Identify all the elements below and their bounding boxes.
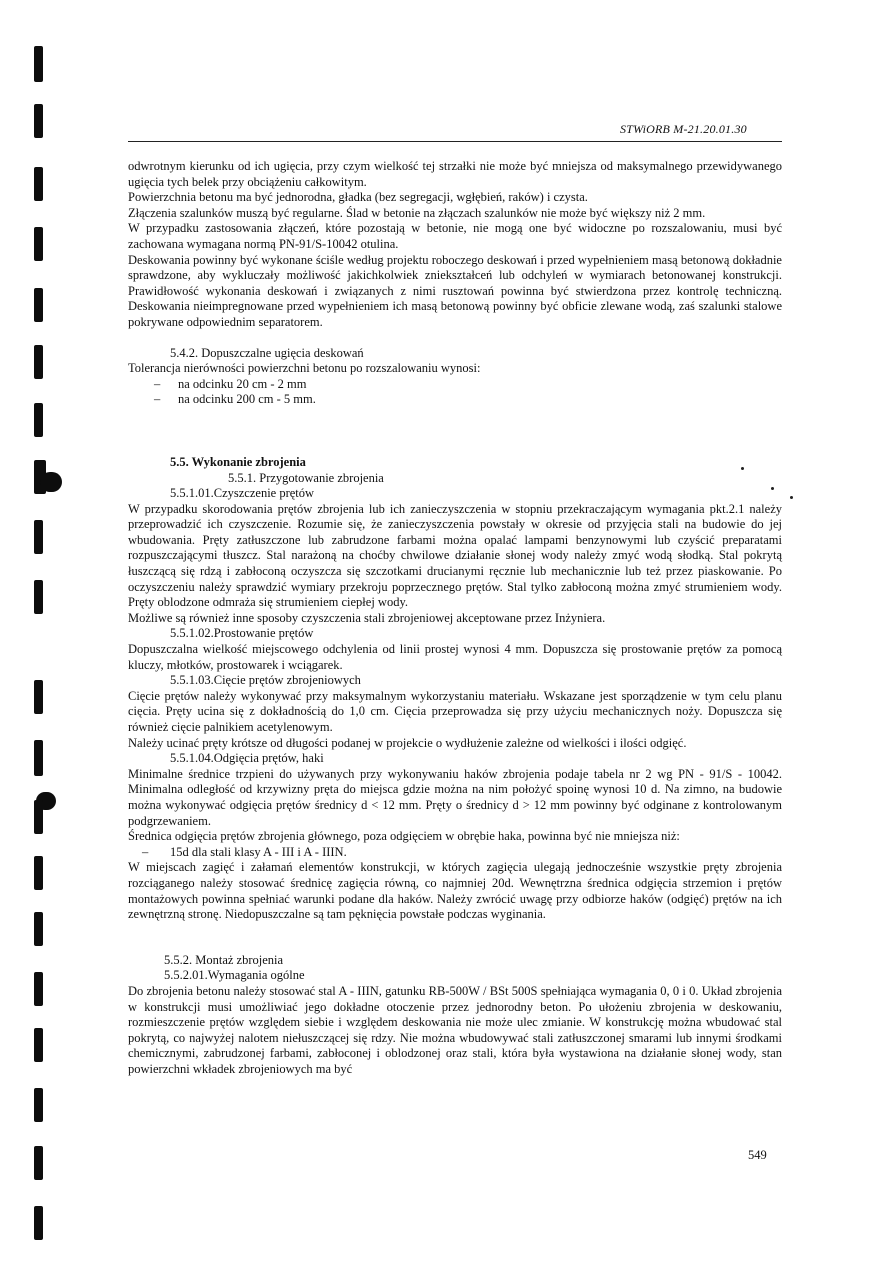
margin-mark — [34, 856, 43, 890]
list-item: – 15d dla stali klasy A - III i A - IIIN. — [142, 844, 347, 859]
section-heading-5-5-1: 5.5.1. Przygotowanie zbrojenia — [228, 470, 384, 485]
paragraph: odwrotnym kierunku od ich ugięcia, przy czym wielkość tej strzałki nie może być mniejsza od maksymalnego przewidywanego ugięcia tych belek przy obciążeniu całkowitym. — [128, 159, 782, 189]
list-item: – na odcinku 200 cm - 5 mm. — [154, 392, 316, 407]
paragraph: Możliwe są również inne sposoby czyszczenia stali zbrojeniowej akceptowane przez Inżyniera. — [128, 610, 606, 625]
margin-mark — [34, 972, 43, 1006]
margin-mark — [34, 403, 43, 437]
margin-mark — [34, 1146, 43, 1180]
paragraph: Minimalne średnice trzpieni do używanych przy wykonywaniu haków zbrojenia podaje tabela nr 2 wg PN - 91/S - 10042. Minimalna odległość od krzywizny pręta do miejsca gdzie można na nim położyć spoinę wynosi 10 d. Na zimno, na budowie można wykonywać odgięcia prętów średnicy d < 12 mm. Pręty o średnicy d > 12 mm powinny być odginane z kontrolowanym podgrzewaniem. — [128, 766, 782, 828]
margin-mark — [34, 104, 43, 138]
margin-mark — [34, 800, 43, 834]
margin-mark — [34, 912, 43, 946]
margin-mark — [34, 1206, 43, 1240]
margin-mark — [34, 46, 43, 82]
margin-mark — [34, 1088, 43, 1122]
section-heading-5-5-2-01: 5.5.2.01.Wymagania ogólne — [164, 968, 305, 983]
document-code-header: STWiORB M-21.20.01.30 — [620, 122, 747, 136]
paragraph: Deskowania powinny być wykonane ściśle według projektu roboczego deskowań i przed wypełnieniem masą betonową dokładnie sprawdzone, aby wykluczały możliwość jakichkolwiek zniekształceń lub odchyleń w wymiarach betonowanej konstrukcji. Prawidłowość wykonania deskowań i związanych z nimi rusztowań powinna być stwierdzona przez kontrolę techniczną. Deskowania nieimpregnowane przed wypełnieniem ich masą betonową powinny być obficie zlewane wodą, zaś szalunki stalowe pokrywane odpowiednim separatorem. — [128, 252, 782, 329]
margin-mark — [34, 520, 43, 554]
body-text — [128, 159, 782, 1077]
margin-mark — [34, 740, 43, 776]
margin-mark — [34, 580, 43, 614]
page-number: 549 — [748, 1148, 767, 1162]
section-heading-5-5-1-01: 5.5.1.01.Czyszczenie prętów — [170, 486, 315, 501]
section-heading-5-5-2: 5.5.2. Montaż zbrojenia — [164, 952, 284, 967]
paragraph: Średnica odgięcia prętów zbrojenia głównego, poza odgięciem w obrębie haka, powinna być nie mniejsza niż: — [128, 829, 680, 844]
header-rule — [128, 141, 782, 142]
paragraph: Złączenia szalunków muszą być regularne. Ślad w betonie na złączach szalunków nie może być większy niż 2 mm. — [128, 205, 706, 220]
paragraph: Dopuszczalna wielkość miejscowego odchylenia od linii prostej wynosi 4 mm. Dopuszcza się prostowanie prętów za pomocą kluczy, młotków, prostowarek i wciągarek. — [128, 642, 782, 672]
paragraph: Do zbrojenia betonu należy stosować stal A - IIIN, gatunku RB-500W / BSt 500S spełniająca wymagania 0, 0 i 0. Układ zbrojenia w konstrukcji musi umożliwiać jego dokładne otoczenie przez jednorodny beton. Po ułożeniu zbrojenia w deskowaniu, rozmieszczenie prętów względem siebie i względem deskowania nie może ulec zmianie. W konstrukcję można wbudować stal pokrytą, co najwyżej nalotem niełuszczącej się rdzy. Nie można wbudowywać stali zatłuszczonej smarami lub innymi środkami chemicznymi, zabrudzonej farbami, zabłoconej i oblodzonej oraz stali, która była wystawiona na działanie słonej wody, stan powierzchni wkładek zbrojeniowych ma być — [128, 983, 782, 1076]
margin-mark — [34, 227, 43, 261]
margin-mark — [40, 472, 62, 492]
section-heading-5-5-1-02: 5.5.1.02.Prostowanie prętów — [170, 626, 314, 641]
paragraph: Tolerancja nierówności powierzchni betonu po rozszalowaniu wynosi: — [128, 361, 481, 376]
section-heading-5-5-1-03: 5.5.1.03.Cięcie prętów zbrojeniowych — [170, 673, 361, 688]
section-heading-5-5: 5.5. Wykonanie zbrojenia — [170, 454, 306, 469]
scan-speck — [790, 496, 793, 499]
paragraph: Cięcie prętów należy wykonywać przy maksymalnym wykorzystaniu materiału. Wskazane jest sporządzenie w tym celu planu cięcia. Pręty ucina się z dokładnością do 1,0 cm. Cięcia przeprowadza się przy użyciu mechanicznych noży. Dopuszcza się również cięcie palnikiem acetylenowym. — [128, 688, 782, 734]
paragraph: W miejscach zagięć i załamań elementów konstrukcji, w których zagięcia ulegają jednocześnie wszystkie pręty zbrojenia rozciąganego należy stosować średnicę zagięcia równą, co najmniej 20d. Wewnętrzna średnica odgięcia strzemion i prętów montażowych powinna spełniać warunki podane dla haków. Należy zwrócić uwagę przy odbiorze haków (odgięć) prętów na ich zewnętrzną stronę. Niedopuszczalne są tam pęknięcia powstałe podczas wyginania. — [128, 860, 782, 922]
section-heading-5-4-2: 5.4.2. Dopuszczalne ugięcia deskowań — [170, 345, 364, 360]
paragraph: Należy ucinać pręty krótsze od długości podanej w projekcie o wydłużenie zależne od wielkości i ilości odgięć. — [128, 735, 687, 750]
paragraph: W przypadku skorodowania prętów zbrojenia lub ich zanieczyszczenia w stopniu przekraczającym wymagania pkt.2.1 należy przeprowadzić ich czyszczenie. Rozumie się, że zanieczyszczenia powstały w okresie od przyjęcia stali na budowie do jej wbudowania. Pręty zatłuszczone lub zabrudzone farbami można opalać lampami benzynowymi lub czyścić preparatami rozpuszczającymi tłuszcz. Stal narażoną na choćby chwilowe działanie słonej wody należy zmyć wodą słodką. Stal pokrytą łuszczącą się rdzą i zabłoconą oczyszcza się szczotkami drucianymi ręcznie lub mechanicznie lub też przez piaskowanie. Po oczyszczeniu należy sprawdzić wymiary przekroju poprzecznego prętów. Stal tylko zabłoconą można zmyć strumieniem wody. Pręty oblodzone odmraża się strumieniem ciepłej wody. — [128, 501, 782, 610]
margin-mark — [34, 288, 43, 322]
section-heading-5-5-1-04: 5.5.1.04.Odgięcia prętów, haki — [170, 751, 324, 766]
margin-mark — [34, 345, 43, 379]
paragraph: W przypadku zastosowania złączeń, które pozostają w betonie, nie mogą one być widoczne po rozszalowaniu, musi być zachowana wymagana normą PN-91/S-10042 otulina. — [128, 221, 782, 251]
margin-mark — [34, 1028, 43, 1062]
margin-mark — [34, 167, 43, 201]
margin-mark — [34, 680, 43, 714]
list-item: – na odcinku 20 cm - 2 mm — [154, 376, 307, 391]
paragraph: Powierzchnia betonu ma być jednorodna, gładka (bez segregacji, wgłębień, raków) i czysta. — [128, 190, 588, 205]
